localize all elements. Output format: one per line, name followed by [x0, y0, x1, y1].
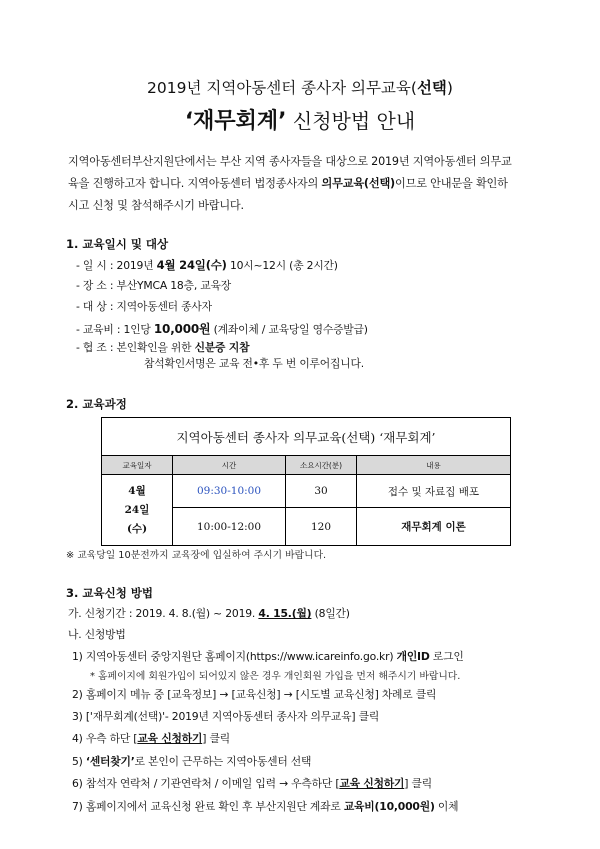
schedule-target: - 대 상 : 지역아동센터 종사자: [76, 300, 212, 313]
row-duration: 30: [286, 475, 357, 508]
step-3: 3) ['재무회계(선택)'- 2019년 지역아동센터 종사자 의무교육] 클릭: [72, 710, 380, 723]
step-5: 5) ‘센터찾기’로 본인이 근무하는 지역아동센터 선택: [72, 755, 312, 768]
schedule-place: - 장 소 : 부산YMCA 18층, 교육장: [76, 279, 231, 292]
intro-line-1: 지역아동센터부산지원단에서는 부산 지역 종사자들을 대상으로 2019년 지역아동센터 의무교: [68, 155, 512, 168]
course-date: 4월 24일 (수): [102, 475, 173, 546]
page-title: 2019년 지역아동센터 종사자 의무교육(선택): [147, 79, 453, 97]
header-duration: 소요시간(분): [286, 456, 357, 475]
header-content: 내용: [357, 456, 511, 475]
header-time: 시간: [173, 456, 286, 475]
row-time: 09:30-10:00: [173, 475, 286, 508]
apply-method: 나. 신청방법: [68, 628, 126, 641]
step-4: 4) 우측 하단 [교육 신청하기] 클릭: [72, 732, 230, 745]
intro-line-2: 육을 진행하고자 합니다. 지역아동센터 법정종사자의 의무교육(선택)이므로 안내문을 확인하: [68, 177, 508, 190]
schedule-date: - 일 시 : 2019년 4월 24일(수) 10시~12시 (총 2시간): [76, 258, 338, 272]
page-subtitle: ‘재무회계’ 신청방법 안내: [184, 109, 416, 134]
table-row: [102, 475, 511, 508]
step-6: 6) 참석자 연락처 / 기관연락처 / 이메일 입력 → 우측하단 [교육 신청하기] 클릭: [72, 777, 432, 790]
course-table-title: 지역아동센터 종사자 의무교육(선택) ‘재무회계’: [102, 418, 511, 456]
row-duration: 120: [286, 508, 357, 546]
step-2: 2) 홈페이지 메뉴 중 [교육정보] → [교육신청] → [시도별 교육신청] 차례로 클릭: [72, 688, 437, 701]
schedule-fee: - 교육비 : 1인당 10,000원 (계좌이체 / 교육당일 영수증발급): [76, 322, 368, 336]
section-2-heading: 2. 교육과정: [66, 397, 127, 411]
step-7: 7) 홈페이지에서 교육신청 완료 확인 후 부산지원단 계좌로 교육비(10,000원) 이체: [72, 800, 459, 813]
section-3-heading: 3. 교육신청 방법: [66, 586, 154, 600]
row-time: 10:00-12:00: [173, 508, 286, 546]
schedule-coop-note: 참석확인서명은 교육 전•후 두 번 이루어집니다.: [144, 357, 364, 370]
header-date: 교육일자: [102, 456, 173, 475]
intro-line-3: 시고 신청 및 참석해주시기 바랍니다.: [68, 199, 244, 212]
schedule-coop: - 협 조 : 본인확인을 위한 신분증 지참: [76, 341, 250, 354]
row-content: 접수 및 자료집 배포: [357, 475, 511, 508]
section-1-heading: 1. 교육일시 및 대상: [66, 237, 169, 251]
row-content: 재무회계 이론: [357, 508, 511, 546]
course-table: [101, 417, 511, 546]
table-note: ※ 교육당일 10분전까지 교육장에 입실하여 주시기 바랍니다.: [66, 550, 327, 561]
apply-period: 가. 신청기간 : 2019. 4. 8.(월) ~ 2019. 4. 15.(월) (8일간): [68, 607, 350, 620]
step-1: 1) 지역아동센터 중앙지원단 홈페이지(https://www.icareinfo.go.kr) 개인ID 로그인: [72, 650, 464, 663]
step-1-note: * 홈페이지에 회원가입이 되어있지 않은 경우 개인회원 가입을 먼저 해주시기 바랍니다.: [90, 671, 461, 682]
